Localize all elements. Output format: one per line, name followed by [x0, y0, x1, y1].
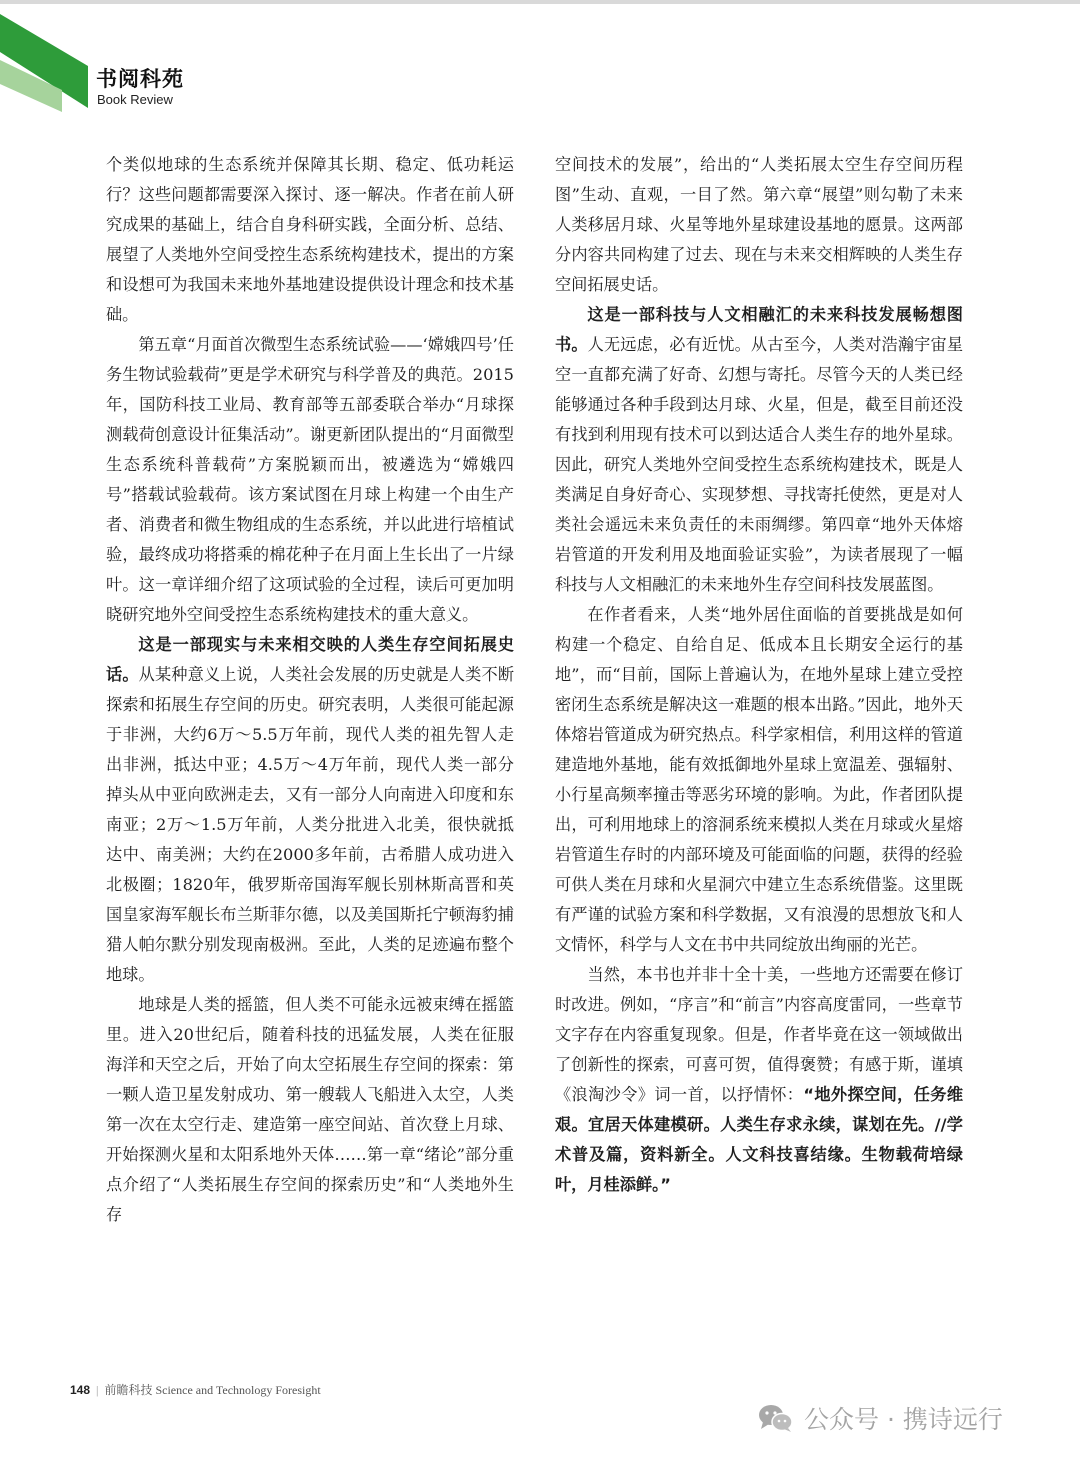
page-number: 148 [70, 1383, 91, 1397]
publication-name-cn: 前瞻科技 [104, 1383, 153, 1397]
right-paragraph-2 [555, 300, 963, 600]
left-paragraph-3 [106, 630, 514, 990]
page-footer [70, 1381, 321, 1398]
section-title-en: Book Review [97, 92, 173, 107]
wechat-icon [758, 1403, 794, 1433]
publication-name-en: Science and Technology Foresight [155, 1383, 321, 1397]
left-paragraph-3-lead: 这是一部现实与未来相交映的人类生存空间拓展史话。 [106, 635, 514, 684]
right-column [555, 150, 963, 1200]
section-corner-decoration [0, 0, 100, 120]
right-paragraph-3: 在作者看来，人类“地外居住面临的首要挑战是如何构建一个稳定、自给自足、低成本且长期安全运行的基地”，而“目前，国际上普遍认为，在地外星球上建立受控密闭生态系统是解决这一难题的根本出路。”因此，地外天体熔岩管道成为研究热点。科学家相信，利用这样的管道建造地外基地，能有效抵御地外星球上宽温差、强辐射、小行星高频率撞击等恶劣环境的影响。为此，作者团队提出，可利用地球上的溶洞系统来模拟人类在月球或火星熔岩管道生存时的内部环境及可能面临的问题，获得的经验可供人类在月球和火星洞穴中建立生态系统借鉴。这里既有严谨的试验方案和科学数据，又有浪漫的思想放飞和人文情怀，科学与人文在书中共同绽放出绚丽的光芒。 [555, 605, 963, 954]
right-paragraph-4-poem: “地外探空间，任务维艰。宜居天体建模研。人类生存求永续，谋划在先。//学术普及篇，资料新全。人文科技喜结缘。生物载荷培绿叶，月桂添鲜。” [555, 1085, 964, 1194]
left-column [106, 150, 514, 1230]
section-title-cn: 书阅科苑 [96, 67, 184, 91]
right-paragraph-2-body: 人无远虑，必有近忧。从古至今，人类对浩瀚宇宙星空一直都充满了好奇、幻想与寄托。尽管今天的人类已经能够通过各种手段到达月球、火星，但是，截至目前还没有找到利用现有技术可以到达适合人类生存的地外星球。因此，研究人类地外空间受控生态系统构建技术，既是人类满足自身好奇心、实现梦想、寻找寄托使然，更是对人类社会遥远未来负责任的未雨绸缪。第四章“地外天体熔岩管道的开发利用及地面验证实验”，为读者展现了一幅科技与人文相融汇的未来地外生存空间科技发展蓝图。 [555, 335, 964, 594]
watermark-text: 公众号 · 携诗远行 [804, 1405, 1003, 1434]
right-paragraph-2-lead: 这是一部科技与人文相融汇的未来科技发展畅想图书。 [555, 305, 963, 354]
top-rule [0, 0, 1080, 4]
wechat-watermark [758, 1400, 1003, 1436]
left-paragraph-4: 地球是人类的摇篮，但人类不可能永远被束缚在摇篮里。进入20世纪后，随着科技的迅猛发展，人类在征服海洋和天空之后，开始了向太空拓展生存空间的探索：第一颗人造卫星发射成功、第一艘载人飞船进入太空，人类第一次在太空行走、建造第一座空间站、首次登上月球、开始探测火星和太阳系地外天体……第一章“绪论”部分重点介绍了“人类拓展生存空间的探索历史”和“人类地外生存 [106, 995, 514, 1224]
left-paragraph-1: 个类似地球的生态系统并保障其长期、稳定、低功耗运行？这些问题都需要深入探讨、逐一解决。作者在前人研究成果的基础上，结合自身科研实践，全面分析、总结、展望了人类地外空间受控生态系统构建技术，提出的方案和设想可为我国未来地外基地建设提供设计理念和技术基础。 [106, 155, 514, 324]
left-paragraph-2: 第五章“月面首次微型生态系统试验——‘嫦娥四号’任务生物试验载荷”更是学术研究与科学普及的典范。2015年，国防科技工业局、教育部等五部委联合举办“月球探测载荷创意设计征集活动”。谢更新团队提出的“月面微型生态系统科普载荷”方案脱颖而出，被遴选为“嫦娥四号”搭载试验载荷。该方案试图在月球上构建一个由生产者、消费者和微生物组成的生态系统，并以此进行培植试验，最终成功将搭乘的棉花种子在月面上生长出了一片绿叶。这一章详细介绍了这项试验的全过程，读后可更加明晓研究地外空间受控生态系统构建技术的重大意义。 [106, 335, 514, 624]
right-paragraph-4 [555, 960, 963, 1200]
right-paragraph-1: 空间技术的发展”，给出的“人类拓展太空生存空间历程图”生动、直观，一目了然。第六章“展望”则勾勒了未来人类移居月球、火星等地外星球建设基地的愿景。这两部分内容共同构建了过去、现在与未来交相辉映的人类生存空间拓展史话。 [555, 155, 963, 294]
footer-separator: | [96, 1383, 99, 1397]
right-paragraph-4-body: 当然，本书也并非十全十美，一些地方还需要在修订时改进。例如，“序言”和“前言”内容高度雷同，一些章节文字存在内容重复现象。但是，作者毕竟在这一领域做出了创新性的探索，可喜可贺，值得褒赞；有感于斯，谨填《浪淘沙令》词一首，以抒情怀： [555, 965, 963, 1104]
left-paragraph-3-body: 从某种意义上说，人类社会发展的历史就是人类不断探索和拓展生存空间的历史。研究表明，人类很可能起源于非洲，大约6万～5.5万年前，现代人类的祖先智人走出非洲，抵达中亚；4.5万～4万年前，现代人类一部分掉头从中亚向欧洲走去，又有一部分人向南进入印度和东南亚；2万～1.5万年前，人类分批进入北美，很快就抵达中、南美洲；大约在2000多年前，古希腊人成功进入北极圈；1820年，俄罗斯帝国海军舰长别林斯高晋和英国皇家海军舰长布兰斯菲尔德，以及美国斯托宁顿海豹捕猎人帕尔默分别发现南极洲。至此，人类的足迹遍布整个地球。 [106, 665, 515, 984]
